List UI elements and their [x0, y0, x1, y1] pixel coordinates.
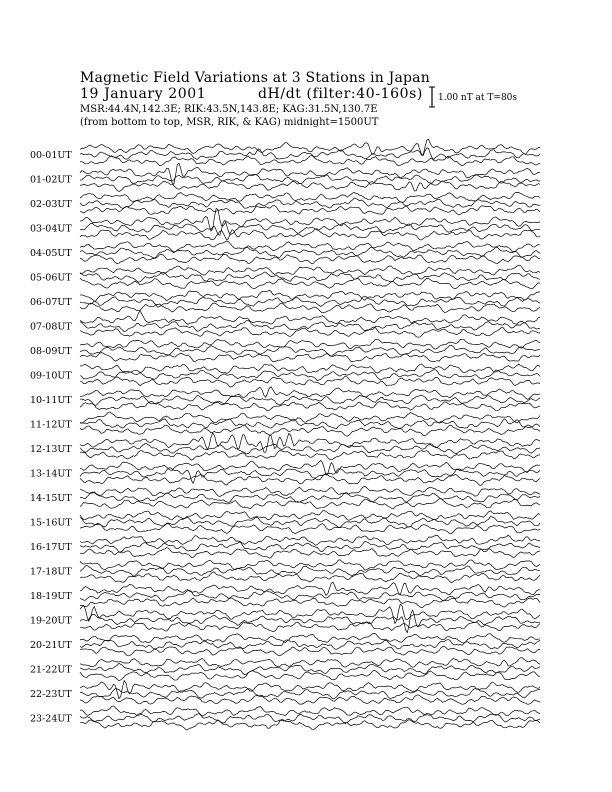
trace-msr [80, 303, 540, 313]
hour-label: 03-04UT [30, 223, 72, 235]
trace-msr [80, 524, 540, 534]
hour-label: 09-10UT [30, 370, 72, 382]
trace-msr [80, 155, 540, 166]
trace-kag [80, 680, 540, 698]
trace-kag [80, 265, 540, 275]
station-coordinates: MSR:44.4N,142.3E; RIK:43.5N,143.8E; KAG:31.5N,130.7E [80, 104, 378, 115]
hour-label: 08-09UT [30, 346, 72, 357]
trace-kag [80, 433, 540, 453]
chart-quantity: dH/dt (filter:40-160s) [258, 86, 423, 102]
trace-kag [80, 387, 540, 400]
hour-label: 17-18UT [30, 566, 72, 578]
hour-label: 10-11UT [30, 395, 72, 406]
hour-label: 19-20UT [30, 615, 72, 627]
trace-kag [80, 706, 540, 716]
trace-msr [80, 572, 540, 583]
trace-rik [80, 148, 540, 160]
trace-rik [80, 345, 540, 356]
trace-msr [80, 327, 540, 337]
trace-kag [80, 511, 540, 521]
trace-msr [80, 598, 540, 608]
trace-kag [80, 290, 540, 301]
hour-label: 12-13UT [30, 444, 72, 455]
trace-kag [80, 486, 540, 496]
trace-rik [80, 198, 540, 208]
trace-msr [80, 647, 540, 656]
hour-label: 01-02UT [30, 174, 72, 186]
chart-date: 19 January 2001 [80, 86, 207, 102]
trace-rik [80, 688, 540, 698]
hour-label: 16-17UT [30, 542, 72, 553]
trace-rik [80, 517, 540, 528]
trace-kag [80, 412, 540, 423]
trace-msr [80, 670, 540, 680]
hour-label: 05-06UT [30, 272, 72, 284]
hour-label: 04-05UT [30, 248, 72, 259]
hour-label: 06-07UT [30, 297, 72, 308]
trace-rik [80, 542, 540, 553]
hour-label: 21-22UT [30, 664, 72, 676]
hour-label: 23-24UT [30, 713, 72, 725]
trace-msr [80, 425, 540, 436]
trace-msr [80, 695, 540, 704]
chart-title: Magnetic Field Variations at 3 Stations in Japan [80, 70, 430, 86]
trace-msr [80, 548, 540, 559]
trace-msr [80, 229, 540, 240]
trace-rik [80, 272, 540, 282]
hour-label: 15-16UT [30, 517, 72, 529]
trace-kag [80, 163, 540, 184]
hour-label: 20-21UT [30, 640, 72, 651]
trace-kag [80, 241, 540, 252]
trace-kag [80, 339, 540, 349]
trace-kag [80, 364, 540, 374]
trace-msr [80, 498, 540, 509]
trace-kag [80, 460, 540, 475]
trace-kag [80, 535, 540, 545]
hour-label: 00-01UT [30, 150, 72, 161]
trace-msr [80, 206, 540, 215]
trace-rik [80, 320, 540, 331]
trace-rik [80, 640, 540, 650]
trace-rik [80, 566, 540, 577]
trace-msr [80, 181, 540, 192]
hour-label: 22-23UT [30, 689, 72, 700]
hour-label: 07-08UT [30, 321, 72, 333]
trace-kag [80, 311, 540, 325]
hour-label: 13-14UT [30, 468, 72, 480]
hour-label: 02-03UT [30, 199, 72, 210]
station-order-note: (from bottom to top, MSR, RIK, & KAG) midnight=1500UT [80, 117, 379, 128]
trace-rik [80, 713, 540, 723]
trace-rik [80, 370, 540, 381]
trace-kag [80, 192, 540, 202]
trace-kag [80, 582, 540, 595]
trace-msr [80, 450, 540, 460]
hour-label: 18-19UT [30, 591, 72, 602]
trace-kag [80, 634, 540, 643]
trace-rik [80, 468, 540, 484]
trace-rik [80, 443, 540, 454]
scale-label: 1.00 nT at T=80s [438, 93, 518, 103]
hour-label: 14-15UT [30, 493, 72, 504]
hour-label: 11-12UT [30, 419, 72, 431]
trace-msr [80, 622, 540, 632]
trace-rik [80, 296, 540, 307]
trace-msr [80, 353, 540, 362]
